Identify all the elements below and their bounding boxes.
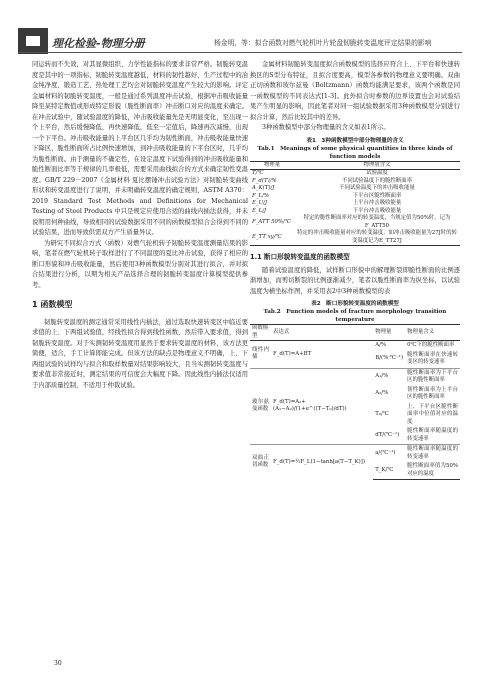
- cell: 试验温度: [366, 170, 388, 176]
- page-header: [0, 0, 480, 56]
- cell: 脆性断面率为下平台区的脆性断面率: [405, 368, 460, 386]
- table-caption-en: Tab.2 Function models of fracture morphology transition temperature: [263, 309, 447, 323]
- table-row: [250, 200, 460, 208]
- subsection-heading: 1.1 断口形貌转变温度的函数模型: [250, 253, 350, 261]
- running-head: 杨金明，等：拟合函数对燃气轮机叶片轮盘韧脆转变温度评定结果的影响: [214, 39, 432, 47]
- journal-logo-icon: [18, 28, 48, 54]
- table-header: 物理量含义: [294, 161, 460, 170]
- table-caption: 表2 断口形貌转变温度的函数模型: [311, 301, 399, 307]
- left-column: [32, 60, 248, 391]
- cell: F_ATT 50%/℃: [252, 218, 291, 225]
- cell: 特定的脆性断面率对应的转变温度，当规定值为50%时，记为F_ATT50: [303, 215, 451, 229]
- cell: 玻尔兹曼函数: [250, 368, 271, 445]
- table-row: [250, 178, 460, 186]
- table-1: [250, 137, 460, 247]
- cell: 脆性断面率在快速转变区的转变速率: [407, 351, 458, 365]
- paragraph: 金属材料韧脆转变温度拟合函数模型的选择应符合上、下平台和快速转换区的S型分布特征，且拟合度要高，模型各参数的物理意义要明确。双曲正切函数和玻尔兹曼（Boltzmann）函数均能满足要求，该两个函数是同一函数模型的不同表达式[1-3]。此外拟合时参数的边界设置也会对试验结果产生明显的影响，因此笔者对同一组试验数据采用3种函数模型分别进行拟合计算，然后比较其中的差异。: [250, 61, 460, 121]
- cell: E_L/J: [252, 207, 267, 214]
- table-header: 函数模型: [250, 325, 271, 341]
- cell: 不同试验温度下的冲击吸收能量: [339, 185, 415, 191]
- cell: F_L/%: [252, 192, 269, 199]
- cell: 上平台冲击吸收能量: [352, 200, 402, 206]
- cell: dT/(℃⁻¹): [375, 431, 400, 438]
- cell: B/(%·℃⁻¹): [375, 355, 404, 362]
- table-header: 物理量含义: [405, 325, 460, 341]
- table-row: [250, 185, 460, 193]
- table-row: [250, 215, 460, 230]
- cell: A₁/%: [373, 368, 405, 386]
- paragraph: 同运转而不失效，对其显微组织、力学性能指标的要求非常严格。韧脆转变温度是其中的一项指标，韧脆转变温度越低，材料的韧性越好，生产过程中的冶金纯净度、锻造工艺、热处理工艺均会对韧脆转变温度产生较大的影响。评定金属材料的韧脆转变温度，一般是通过系列温度冲击试验，根据冲击吸收能量降至某特定数值或形成特定形貌（脆性断面率）冲击断口对应的温度来确定。在冲击试验中，随试验温度的降低，冲击吸收能量先是无明显变化，至出现一个上平台，然后缓慢降低，再快速降低，低至一定值后，降速再次减慢，出现一个下平台。冲击吸收能量的上平台区几乎均为韧性断面，冲击吸收能量快速下降区，脆性断面所占比例快速增加，到冲击吸收能量的下平台区时，几乎均为脆性断面。由于测量的不确定性，在设定温度下试验得到的冲击吸收能量和脆性断面比率等于规律的几率极低，需要采用曲线拟合的方式来确定韧性变温度。GB/T 229－2007《金属材料 夏比摆锤冲击试验方法》对韧脆转变曲线形状和转变温度进行了说明，并未明确转变温度的确定规则，ASTM A370：2019 Standard Test Methods and Definitions for Mechanical Testing of Steel Products 中只是规定应使用合适的曲线内插法获得，并未说明用何种曲线，导致相同的试验数据采用不同的函数模型拟合会得到不同的试验结果，进而导致供需双方产生质量异议。: [32, 61, 248, 236]
- table-header: 表达式: [271, 325, 373, 341]
- cell: 上、下平台区脆性断面率中位值对应的温度: [407, 403, 458, 425]
- table-header: 物理量: [250, 161, 294, 170]
- cell: F_d(T)=½F_L(1−tanh[a(T−T_K)]): [271, 445, 373, 480]
- paragraph: 为研究不同拟合方式（函数）对燃气轮机转子韧脆转变温度测量结果的影响，笔者在燃气轮机转子取样进行了不同温度的夏比冲击试验，获得了相应的断口形貌和冲击吸收能量，然后使用3种函数模型分别对其进行拟合，并对拟合结果进行分析，以期为相关产品选择合理的韧脆转变温度计算模型提供参考。: [32, 239, 248, 289]
- table-row: [250, 445, 460, 463]
- table-row: [250, 208, 460, 216]
- cell: 韧性断面率为上平台区的脆性断面率: [407, 386, 458, 400]
- table-row: [250, 193, 460, 201]
- table-caption-en: Tab.1 Meanings of some physical quantities in three kinds of function models: [257, 145, 453, 160]
- section-heading: 1 函数模型: [32, 300, 73, 309]
- cell: 双曲正切函数: [250, 445, 271, 480]
- cell: 脆性断面率随温度的转变速率: [407, 428, 458, 442]
- cell: F_d(T)=A+BT: [271, 341, 373, 369]
- table-row: [250, 341, 460, 351]
- cell: 脆性断面率值为50%对应的温度: [405, 462, 460, 480]
- right-column: [250, 60, 460, 480]
- cell: 线性内插: [250, 341, 271, 369]
- journal-title: 理化检验-物理分册: [52, 37, 145, 50]
- cell: A/%: [373, 341, 405, 351]
- table-header: 物理量: [373, 325, 405, 341]
- table-row: [250, 170, 460, 178]
- cell: 特定的冲击吸收能量对应的转变温度，如冲击吸收能量为27J时的转变温度记为E_TT27J: [294, 230, 460, 246]
- table-row: [250, 230, 460, 246]
- cell: 不同试验温度下的脆性断面率: [341, 177, 413, 184]
- cell: 0℃下的脆性断面率: [405, 341, 460, 351]
- cell: E_TT xy/℃: [250, 230, 294, 246]
- cell: 下平台区脆性断面率: [352, 192, 402, 199]
- page-number: 30: [54, 660, 62, 667]
- cell: F_d(T)/%: [252, 177, 277, 184]
- cell: A_K(T)/J: [252, 185, 275, 191]
- cell: 下平台冲击吸收能量: [352, 207, 402, 214]
- paragraph: 韧脆转变温度的测定通常采用线性内插法，通过选取快速转变区中临近要求值的上、下两组试验值，经线性拟合得到线性函数，然后带入要求值，得到韧脆转变温度。对于实测韧转变温度用显然于要求转变温度的材料，该方法更简便，适合，手工计算即能完成。但该方法的缺点是物理意义不明确，上、下两组试验的试样均与拟合和取样数量对结果影响较大，且当实测韧转变温度与要求值非常接近时，测定结果的可信度会大幅度下降。因此线性内插法仅适用于内部质量控制，不适用于仲裁试验。: [32, 318, 248, 389]
- paragraph: 随着试验温度的降低，试样断口形貌中的解理断裂即脆性断面的比例逐渐增加，而剪切断裂的比例逐渐减少，笔者以脆性断面率为纵坐标，以试验温度为横坐标作图，并采用表2中3种函数模型的表: [250, 266, 460, 295]
- cell: E_U/J: [252, 200, 268, 206]
- paragraph: 3种函数模型中部分物理量的含义如表1所示。: [262, 124, 390, 131]
- cell: a/(℃⁻¹): [373, 445, 405, 463]
- cell: T/℃: [252, 170, 264, 176]
- table-row: [250, 368, 460, 386]
- table-caption: 表1 3种函数模型中部分物理量的含义: [306, 137, 404, 144]
- cell: F_d(T)=A₂+(A₁−A₂)/(1+e^((T−T₀)/dT)): [271, 368, 373, 445]
- cell: 脆性断面率随温度的转变速率: [405, 445, 460, 463]
- header-rule: [18, 52, 462, 53]
- table-2: [250, 300, 460, 480]
- cell: T_K/℃: [373, 462, 405, 480]
- cell: T₀/℃: [375, 411, 389, 417]
- cell: A₂/%: [375, 390, 389, 397]
